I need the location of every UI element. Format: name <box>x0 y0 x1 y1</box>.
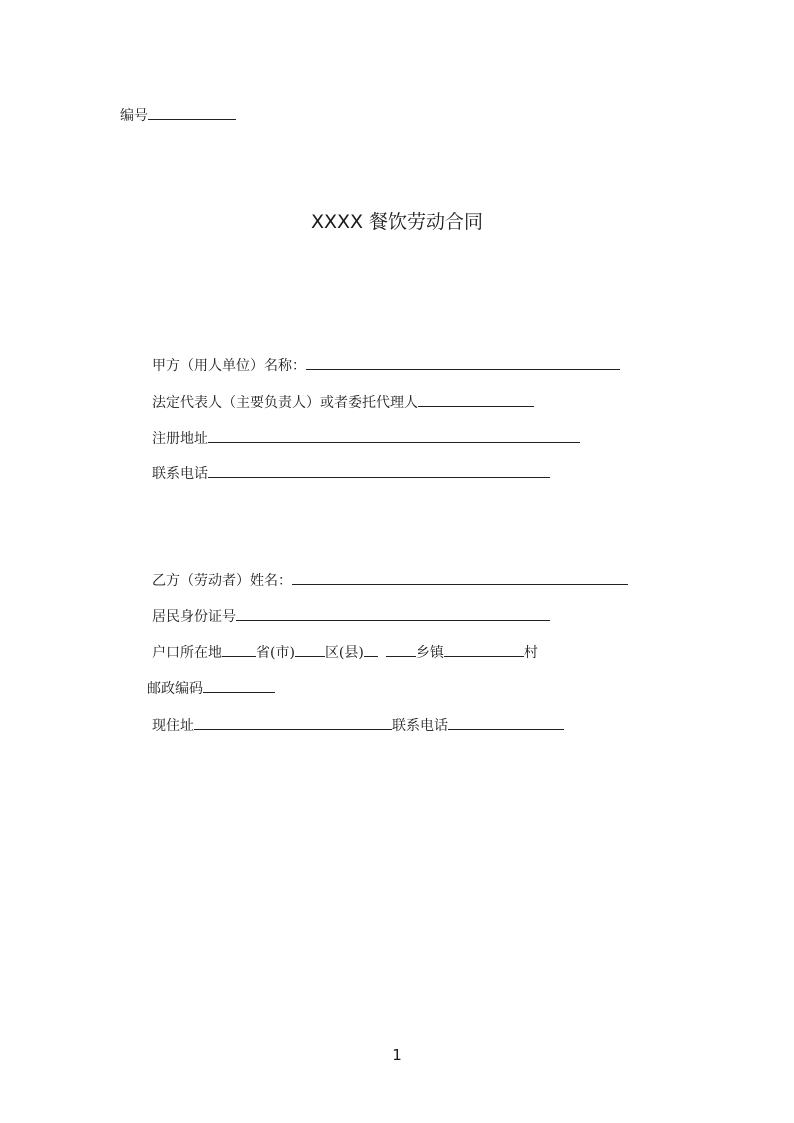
serial-number-line <box>120 104 236 126</box>
document-title: XXXX 餐饮劳动合同 <box>310 211 484 233</box>
party-a-representative-label: 法定代表人（主要负责人）或者委托代理人 <box>152 395 418 411</box>
party-b-address-line <box>152 714 564 736</box>
party-b-postcode-label: 邮政编码 <box>147 681 203 697</box>
party-b-name-line <box>152 569 628 591</box>
party-b-province-blank[interactable] <box>222 641 256 657</box>
party-b-hukou-label: 户口所在地 <box>152 645 222 661</box>
page-number: 1 <box>392 1046 402 1064</box>
party-b-village-label: 村 <box>523 645 538 661</box>
party-b-current-address-label: 现住址 <box>152 718 194 734</box>
party-b-township-blank[interactable] <box>386 641 416 657</box>
party-a-phone-line <box>152 462 550 484</box>
party-b-id-line <box>152 605 550 627</box>
party-b-id-blank[interactable] <box>236 605 550 621</box>
party-b-district-extra-blank[interactable] <box>364 641 378 657</box>
party-b-village-blank[interactable] <box>444 641 524 657</box>
party-a-address-blank[interactable] <box>208 427 580 443</box>
party-a-representative-line <box>152 391 534 413</box>
party-a-name-label: 甲方（用人单位）名称： <box>152 358 306 374</box>
party-b-township-label: 乡镇 <box>415 645 444 661</box>
party-a-phone-label: 联系电话 <box>152 466 208 482</box>
party-b-current-address-blank[interactable] <box>194 714 392 730</box>
serial-number-blank[interactable] <box>148 104 236 120</box>
party-a-name-blank[interactable] <box>306 354 620 370</box>
serial-number-label: 编号 <box>120 108 148 124</box>
party-a-address-label: 注册地址 <box>152 431 208 447</box>
party-b-phone-blank[interactable] <box>448 714 564 730</box>
party-b-id-label: 居民身份证号 <box>152 609 236 625</box>
party-b-postcode-line <box>147 677 275 699</box>
party-b-name-label: 乙方（劳动者）姓名： <box>152 573 292 589</box>
party-b-phone-label: 联系电话 <box>392 718 448 734</box>
party-b-postcode-blank[interactable] <box>203 677 275 693</box>
party-b-province-label: 省(市) <box>256 645 295 661</box>
party-b-name-blank[interactable] <box>292 569 628 585</box>
party-a-phone-blank[interactable] <box>208 462 550 478</box>
party-a-address-line <box>152 427 580 449</box>
party-b-district-blank[interactable] <box>295 641 325 657</box>
party-b-hukou-line <box>152 641 538 663</box>
party-b-district-label: 区(县) <box>324 645 364 661</box>
party-a-name-line <box>152 354 620 376</box>
party-a-representative-blank[interactable] <box>418 391 534 407</box>
